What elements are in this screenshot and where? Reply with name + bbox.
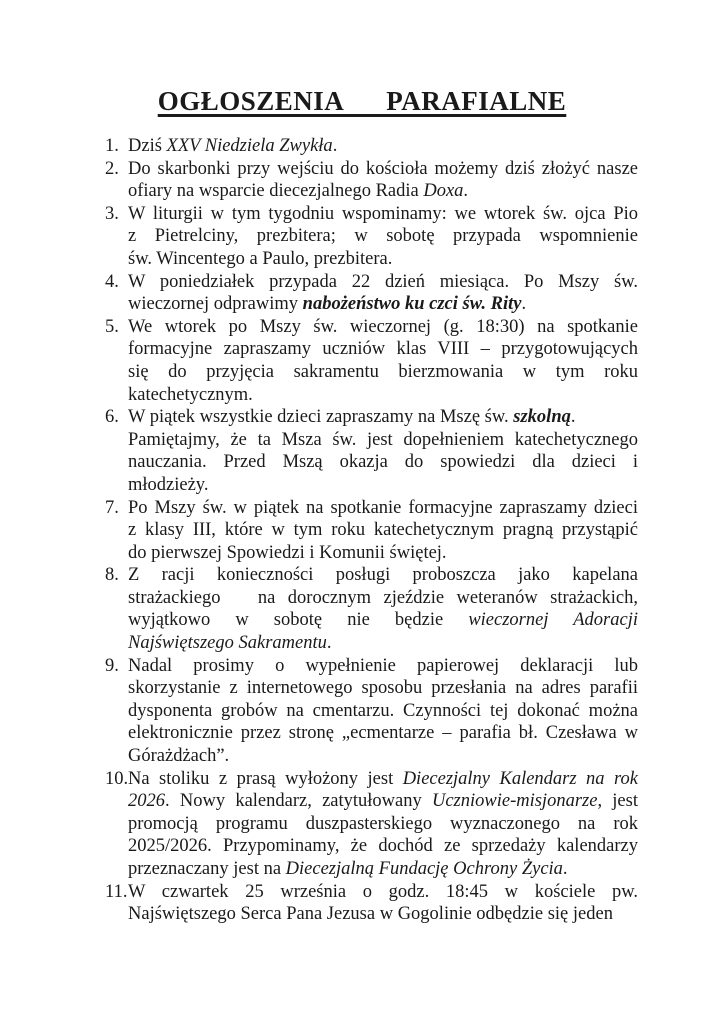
text-line [128, 768, 638, 791]
text-segment: Diecezjalną Fundację Ochrony Życia [285, 859, 563, 879]
text-segment: nabożeństwo ku czci św. Rity [302, 294, 522, 315]
text-line [128, 316, 638, 339]
announcement-item [105, 406, 638, 496]
text-segment: Diecezjalny Kalendarz na rok [402, 768, 638, 789]
text-segment: W liturgii w tym tygodniu wspominamy: we wtorek św. ojca Pio [128, 203, 638, 224]
text-segment: W czwartek 25 września o godz. 18:45 w kościele pw. [128, 881, 638, 902]
text-line [128, 813, 638, 836]
text-segment: W piątek wszystkie dzieci zapraszamy na Mszę św. [128, 407, 514, 428]
item-number: 6. [105, 407, 119, 428]
text-line [128, 587, 638, 610]
item-number: 7. [105, 497, 119, 518]
text-segment: Najświętszego Sakramentu [128, 633, 327, 654]
text-line [128, 248, 638, 271]
text-segment: promocją programu duszpasterskiego wyznaczonego na rok [128, 813, 638, 834]
text-segment: . [562, 859, 568, 879]
text-line [128, 497, 638, 520]
text-segment: do pierwszej Spowiedzi i Komunii świętej. [128, 542, 447, 563]
text-line [128, 519, 638, 542]
announcements-list [105, 135, 638, 926]
item-number: 1. [105, 136, 119, 156]
text-segment: formacyjne zapraszamy uczniów klas VIII – przygotowujących [128, 339, 638, 360]
text-line [128, 338, 638, 361]
text-line [128, 406, 638, 429]
text-segment: się do przyjęcia sakramentu bierzmowania w tym roku [128, 361, 638, 382]
item-number: 11. [105, 881, 128, 902]
text-line [128, 203, 638, 226]
text-line [128, 677, 638, 700]
text-segment: . [521, 294, 527, 315]
text-segment: z Pietrelciny, prezbitera; w sobotę przypada wspomnienie [128, 226, 638, 247]
announcement-item [105, 655, 638, 768]
item-number: 8. [105, 565, 119, 586]
text-line [128, 384, 638, 407]
item-number: 4. [105, 271, 119, 292]
text-line [128, 451, 638, 474]
text-segment: 2026 [128, 791, 165, 812]
text-segment: Na stoliku z prasą wyłożony jest [128, 768, 403, 789]
announcement-item [105, 316, 638, 406]
text-segment: przeznaczany jest na [128, 859, 286, 879]
announcement-item [105, 203, 638, 271]
announcement-item [105, 271, 638, 316]
text-line [128, 790, 638, 813]
item-number: 5. [105, 316, 119, 337]
text-line [128, 180, 638, 203]
text-line [128, 903, 638, 926]
page-title: OGŁOSZENIA PARAFIALNE [157, 86, 567, 116]
text-line [128, 361, 638, 384]
text-segment: XXV Niedziela Zwykła [166, 136, 333, 156]
text-line [128, 158, 638, 181]
text-line [128, 135, 638, 158]
text-segment: Do skarbonki przy wejściu do kościoła możemy dziś złożyć nasze [128, 158, 638, 179]
text-segment: , jest [597, 791, 638, 812]
text-segment: ofiary na wsparcie diecezjalnego Radia [128, 181, 424, 202]
text-line [128, 835, 638, 858]
text-segment: wieczornej odprawimy [128, 294, 303, 315]
text-segment: katechetycznym. [128, 384, 253, 405]
item-number: 9. [105, 655, 119, 676]
text-segment: . Nowy kalendarz, zatytułowany [165, 791, 432, 812]
text-line [128, 881, 638, 904]
text-line [128, 474, 638, 497]
text-segment: We wtorek po Mszy św. wieczornej (g. 18:30) na spotkanie [128, 316, 638, 337]
text-segment: wieczornej Adoracji [468, 610, 639, 631]
text-line [128, 293, 638, 316]
text-segment: 2025/2026. Przypominamy, że dochód ze sprzedaży kalendarzy [128, 836, 638, 857]
text-segment: elektronicznie przez stronę „ecmentarze – parafia bł. Czesława w [128, 723, 638, 744]
text-segment: młodzieży. [128, 474, 209, 495]
announcement-item [105, 564, 638, 654]
item-number: 10. [105, 768, 129, 789]
text-segment: Uczniowie-misjonarze [431, 791, 598, 812]
text-line [128, 858, 638, 881]
text-segment: Górażdżach”. [128, 746, 230, 767]
text-segment: skorzystanie z internetowego sposobu przesłania na adres parafii [128, 678, 638, 699]
text-segment: . [332, 136, 338, 156]
announcement-item [105, 768, 638, 881]
item-number: 3. [105, 203, 119, 224]
text-line [128, 271, 638, 294]
text-segment: Z racji konieczności posługi proboszcza jako kapelana [128, 565, 638, 586]
text-line [128, 225, 638, 248]
text-line [128, 745, 638, 768]
text-line [128, 700, 638, 723]
announcement-item [105, 881, 638, 926]
text-line [128, 722, 638, 745]
text-segment: wyjątkowo w sobotę nie będzie [128, 610, 469, 631]
text-segment: . [463, 181, 469, 202]
text-segment: nauczania. Przed Mszą okazja do spowiedzi dla dzieci i [128, 452, 638, 473]
text-segment: Najświętszego Serca Pana Jezusa w Gogolinie odbędzie się jeden [128, 904, 613, 925]
text-segment: Nadal prosimy o wypełnienie papierowej deklaracji lub [128, 655, 638, 676]
text-line [128, 632, 638, 655]
text-line [128, 564, 638, 587]
text-segment: dysponenta grobów na cmentarzu. Czynności tej dokonać można [128, 700, 638, 721]
text-line [128, 542, 638, 565]
text-line [128, 429, 638, 452]
text-segment: strażackiego na dorocznym zjeździe weteranów strażackich, [128, 587, 638, 608]
text-segment: św. Wincentego a Paulo, prezbitera. [128, 248, 393, 269]
text-segment: szkolną [513, 407, 571, 428]
text-segment: Dziś [128, 136, 167, 156]
item-number: 2. [105, 158, 119, 179]
text-line [128, 609, 638, 632]
text-segment: Pamiętajmy, że ta Msza św. jest dopełnieniem katechetycznego [128, 429, 638, 450]
text-segment: . [570, 407, 576, 428]
text-segment: z klasy III, które w tym roku katechetycznym pragną przystąpić [128, 520, 638, 541]
text-segment: Doxa [423, 181, 464, 202]
announcement-item [105, 497, 638, 565]
text-segment: . [326, 633, 332, 654]
text-segment: Po Mszy św. w piątek na spotkanie formacyjne zapraszamy dzieci [128, 497, 638, 518]
text-line [128, 655, 638, 678]
announcement-item [105, 135, 638, 158]
text-segment: W poniedziałek przypada 22 dzień miesiąca. Po Mszy św. [128, 271, 638, 292]
announcement-item [105, 158, 638, 203]
